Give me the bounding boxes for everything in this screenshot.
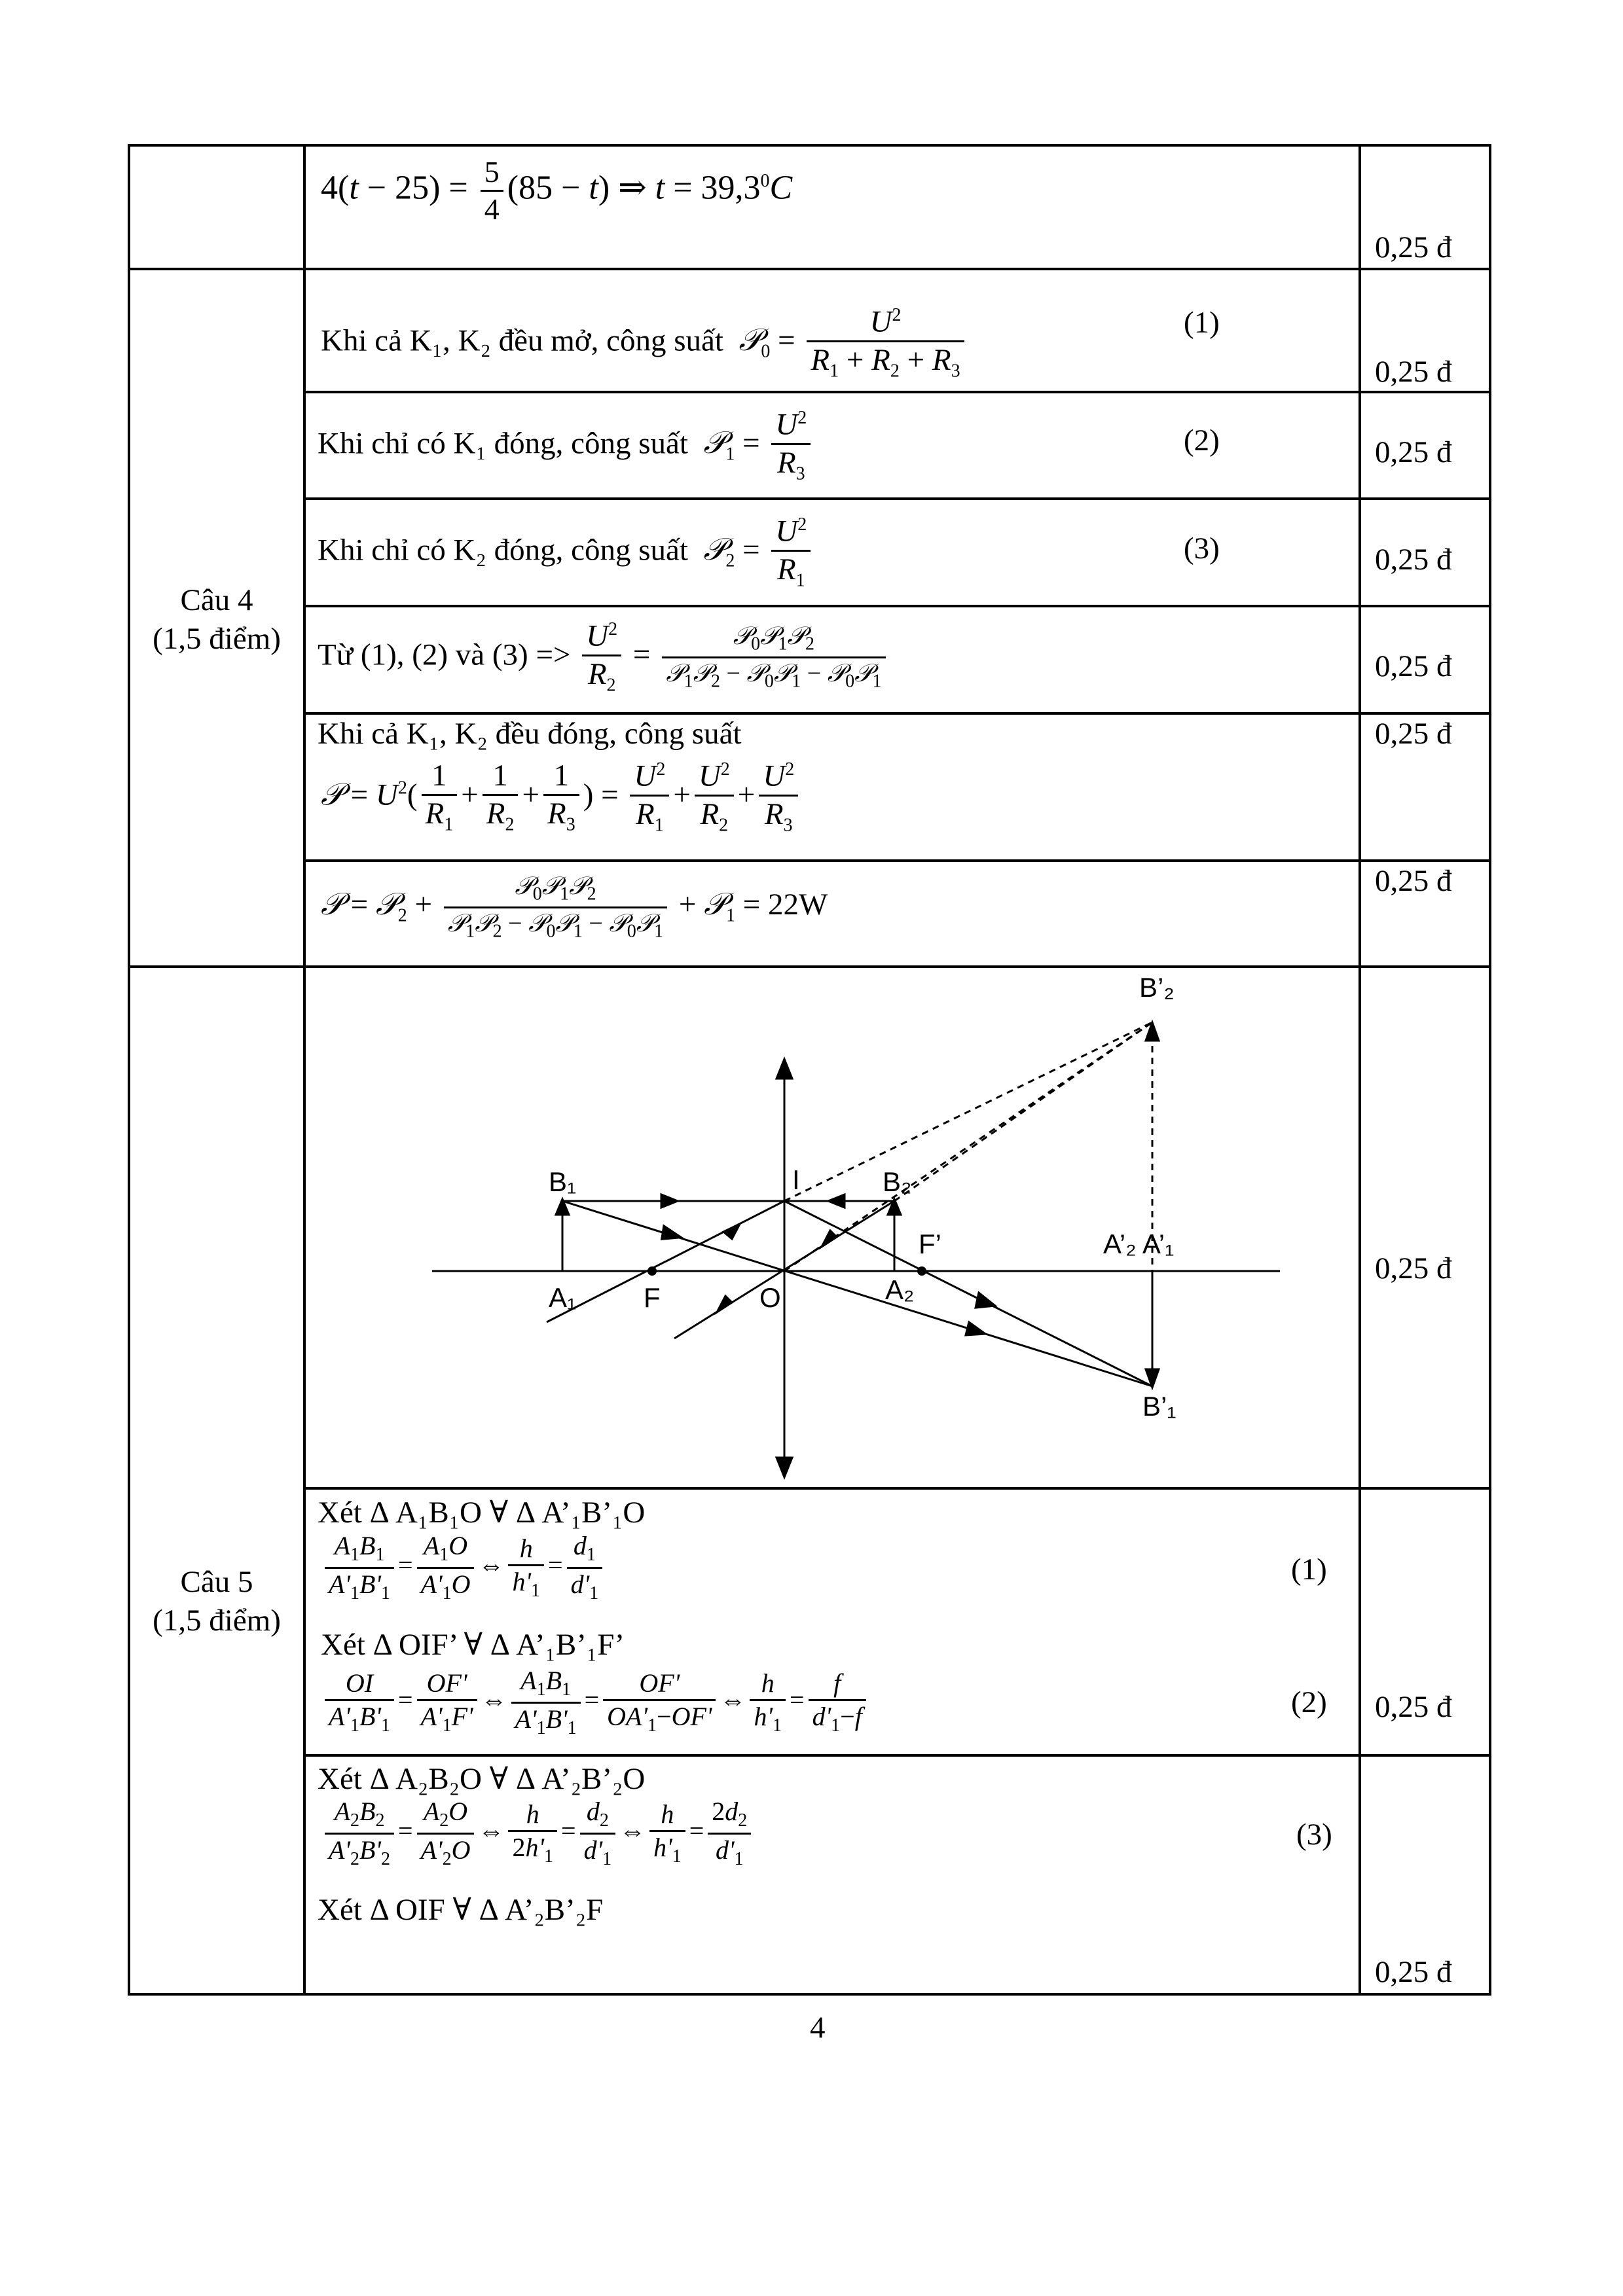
ray-arrow xyxy=(976,1293,995,1308)
row0-score: 0,25 đ xyxy=(1375,230,1452,264)
ray-arrow xyxy=(828,1194,845,1208)
row2-eqno: (2) xyxy=(1184,423,1220,457)
row9-score: 0,25 đ xyxy=(1375,1955,1452,1989)
row2-score: 0,25 đ xyxy=(1375,435,1452,469)
label-B1: B₁ xyxy=(549,1166,577,1197)
label-B2: B₂ xyxy=(883,1166,912,1197)
row3-text: Khi chỉ có K₂ đóng, công suất 𝒫$_2$ = $\frac{U^2}{R_1}$ xyxy=(318,516,814,590)
row9-eq: $\frac{A_2B_2}{A'_2B'_2}$ = $\frac{A_2O}{A'_2O}$ ⇔ $\frac{h}{2h'_1}$ = $\frac{d_2}{d'_1}$ ⇔ $\frac{h}{h'_1}$ = $\frac{2d_2}{d'_1}$ xyxy=(321,1799,755,1869)
dashed-O-to-B2prime xyxy=(784,1022,1152,1271)
ray-arrow xyxy=(966,1322,985,1335)
row3-formula: 𝒫$_2$ = $\frac{U^2}{R_1}$ xyxy=(696,533,815,567)
ray-I-Fprime-B1prime xyxy=(784,1201,1152,1386)
cau5-title: Câu 5 xyxy=(180,1565,253,1599)
row8-eqno1: (1) xyxy=(1291,1552,1327,1587)
label-Fprime: F’ xyxy=(919,1229,941,1259)
ray-arrow xyxy=(723,1224,740,1239)
row1-score: 0,25 đ xyxy=(1375,355,1452,389)
row0-equation: 4(t − 25) = $\frac{5}{4}$ (85 − t) ⇒ $t = 39,3^0C$ xyxy=(321,155,793,226)
row2-text: Khi chỉ có K₁ đóng, công suất 𝒫$_1$ = $\frac{U^2}{R_3}$ xyxy=(318,409,814,483)
row4-formula: $\frac{U^2}{R_2}$ = $\frac{𝒫_0𝒫_1𝒫_2}{𝒫_1𝒫_2 - 𝒫_0𝒫_1 - 𝒫_0𝒫_1}$ xyxy=(578,637,889,672)
cau4-title: Câu 4 xyxy=(180,583,253,617)
row5-score: 0,25 đ xyxy=(1375,717,1452,751)
label-A1: A₁ xyxy=(549,1282,577,1313)
ray-arrow xyxy=(661,1194,678,1208)
focal-point-Fprime xyxy=(917,1266,926,1276)
row5-text: Khi cả K₁, K₂ đều đóng, công suất xyxy=(318,717,742,751)
row5-formula: 𝒫 = $U^2$( $\frac{1}{R_1}$ + $\frac{1}{R_2}$ + $\frac{1}{R_3}$ ) = $\frac{U^2}{R_1}$ + $\frac{U^2}{R_2}$ + $\frac{U^2}{R_3}$ xyxy=(321,761,802,834)
label-O: O xyxy=(759,1282,781,1313)
row8-eqno2: (2) xyxy=(1291,1685,1327,1719)
lens-arrow-top xyxy=(776,1059,792,1079)
row3-eqno: (3) xyxy=(1184,531,1220,565)
row9-line2: Xét Δ OIF ∀ Δ A’₂B’₂F xyxy=(318,1893,604,1927)
label-B2prime: B’₂ xyxy=(1139,972,1175,1003)
row9-eqno: (3) xyxy=(1296,1818,1332,1852)
page-number: 4 xyxy=(810,2011,826,2045)
cau4-points: (1,5 điểm) xyxy=(153,621,281,656)
lens-arrow-bottom xyxy=(776,1458,792,1477)
row8-line1: Xét Δ A₁B₁O ∀ Δ A’₁B’₁O xyxy=(318,1496,646,1530)
row9-line1: Xét Δ A₂B₂O ∀ Δ A’₂B’₂O xyxy=(318,1762,646,1796)
diagram-score: 0,25 đ xyxy=(1375,1251,1452,1285)
cau5-points: (1,5 điểm) xyxy=(153,1603,281,1638)
row4-text: Từ (1), (2) và (3) => $\frac{U^2}{R_2}$ = $\frac{𝒫_0𝒫_1𝒫_2}{𝒫_1𝒫_2 - 𝒫_0𝒫_1 - 𝒫_0𝒫_1}$ xyxy=(318,620,890,694)
row1-text: Khi cả K₁, K₂ đều mở, công suất 𝒫$_0$ = $\frac{U^2}{R_1 + R_2 + R_3}$ xyxy=(321,306,968,380)
label-A2: A₂ xyxy=(885,1274,915,1305)
row1-formula: 𝒫$_0$ = $\frac{U^2}{R_1 + R_2 + R_3}$ xyxy=(731,323,968,357)
row6-formula: 𝒫 = 𝒫$_2$ + $\frac{𝒫_0𝒫_1𝒫_2}{𝒫_1𝒫_2 - 𝒫_0𝒫_1 - 𝒫_0𝒫_1}$ + 𝒫$_1$ = 22W xyxy=(321,872,828,942)
label-F: F xyxy=(644,1282,661,1313)
dashed-I-to-B2prime xyxy=(784,1022,1152,1201)
row3-score: 0,25 đ xyxy=(1375,543,1452,577)
ray-arrow xyxy=(717,1296,732,1312)
row1-eqno: (1) xyxy=(1184,306,1220,340)
row8-eq2: $\frac{OI}{A'_1B'_1}$ = $\frac{OF'}{A'_1F'}$ ⇔ $\frac{A_1B_1}{A'_1B'_1}$ = $\frac{OF'}{OA'_1-OF'}$ ⇔ $\frac{h}{h'_1}$ = $\frac{f}{d'_1-f}$ xyxy=(321,1668,870,1738)
label-I: I xyxy=(792,1164,800,1195)
label-B1prime: B’₁ xyxy=(1142,1391,1176,1422)
ray-arrow xyxy=(661,1225,682,1240)
focal-point-F xyxy=(647,1266,657,1276)
row8-eq1: $\frac{A_1B_1}{A'_1B'_1}$ = $\frac{A_1O}{A'_1O}$ ⇔ $\frac{h}{h'_1}$ = $\frac{d_1}{d'_1}$ xyxy=(321,1533,606,1603)
ray-through-F xyxy=(547,1201,784,1322)
row2-formula: 𝒫$_1$ = $\frac{U^2}{R_3}$ xyxy=(696,426,815,460)
row8-line2: Xét Δ OIF’ ∀ Δ A’₁B’₁F’ xyxy=(321,1628,625,1662)
label-A2prime-A1prime: A’₂ A’₁ xyxy=(1103,1229,1175,1259)
row4-score: 0,25 đ xyxy=(1375,649,1452,683)
dashed-B2-to-B2prime xyxy=(894,1022,1152,1201)
row8-score: 0,25 đ xyxy=(1375,1690,1452,1724)
row6-score: 0,25 đ xyxy=(1375,864,1452,898)
